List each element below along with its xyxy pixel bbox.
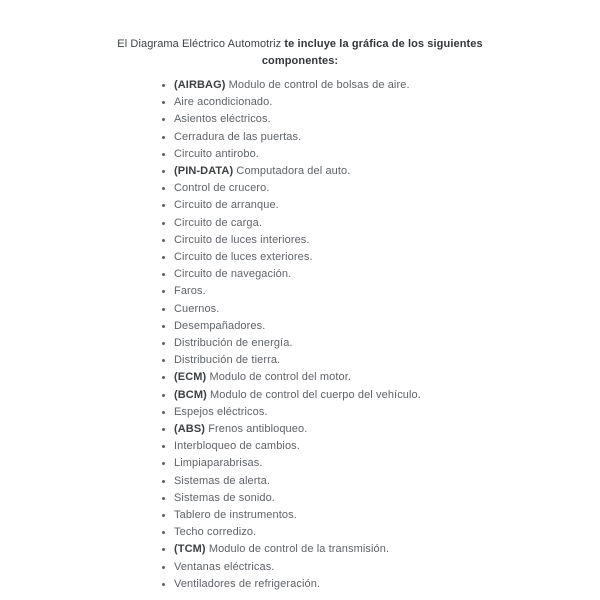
list-item <box>174 404 600 421</box>
list-item <box>174 232 600 249</box>
list-item <box>174 352 600 369</box>
list-item-text: Modulo de control de la transmisión. <box>208 543 390 556</box>
list-item-acronym: (BCM) <box>174 388 207 401</box>
page-title <box>114 36 486 70</box>
list-item-acronym: (AIRBAG) <box>174 79 226 91</box>
list-item <box>174 215 600 232</box>
list-item-text: Frenos antibloqueo. <box>208 423 308 436</box>
list-item <box>174 283 600 300</box>
list-item <box>174 318 600 335</box>
list-item <box>174 129 600 146</box>
list-item <box>174 266 600 283</box>
list-item <box>174 163 600 180</box>
list-item-text: Cuernos. <box>174 302 220 315</box>
list-item-text: Distribución de energía. <box>174 337 293 350</box>
list-item-text: Circuito antirobo. <box>174 147 259 160</box>
list-item-acronym: (ABS) <box>174 423 206 436</box>
list-item-acronym: (TCM) <box>174 543 206 556</box>
list-item-text: Espejos eléctricos. <box>174 405 268 418</box>
list-item <box>174 541 600 558</box>
list-item-text: Tablero de instrumentos. <box>174 509 297 522</box>
list-item <box>174 249 600 266</box>
list-item <box>174 180 600 197</box>
list-item <box>174 438 600 455</box>
list-item-text: Desempañadores. <box>174 319 266 332</box>
list-item-text: Circuito de luces exteriores. <box>174 251 313 264</box>
list-item <box>174 301 600 318</box>
list-item <box>174 524 600 541</box>
list-item <box>174 421 600 438</box>
list-item-text: Aire acondicionado. <box>174 96 273 109</box>
list-item <box>174 473 600 490</box>
list-item <box>174 387 600 404</box>
list-item <box>174 559 600 576</box>
list-item-text: Ventiladores de refrigeración. <box>174 577 321 590</box>
list-item-text: Interbloqueo de cambios. <box>174 440 300 453</box>
list-item-text: Sistemas de sonido. <box>174 491 275 504</box>
list-item-text: Distribución de tierra. <box>174 354 281 367</box>
list-item <box>174 77 600 94</box>
list-item <box>174 94 600 111</box>
list-item-text: Limpiaparabrisas. <box>174 457 263 470</box>
list-item <box>174 111 600 128</box>
list-item-text: Modulo de control del motor. <box>209 371 352 384</box>
list-item-text: Modulo de control de bolsas de aire. <box>228 79 410 91</box>
list-item-text: Control de crucero. <box>174 182 270 195</box>
list-item-text: Ventanas eléctricas. <box>174 560 275 573</box>
list-item-text: Modulo de control del cuerpo del vehículo. <box>210 388 421 401</box>
list-item-text: Techo corredizo. <box>174 526 257 539</box>
list-item <box>174 369 600 386</box>
page-title-bold: te incluye la gráfica de los siguientes componentes: <box>261 38 483 67</box>
list-item-text: Circuito de arranque. <box>174 199 279 212</box>
list-item <box>174 455 600 472</box>
list-item <box>174 197 600 214</box>
list-item-text: Faros. <box>174 285 206 298</box>
components-list <box>0 77 600 593</box>
list-item-acronym: (PIN-DATA) <box>174 165 234 178</box>
list-item <box>174 335 600 352</box>
list-item <box>174 146 600 163</box>
list-item <box>174 576 600 593</box>
list-item-text: Computadora del auto. <box>236 165 351 178</box>
list-item-text: Asientos eléctricos. <box>174 113 271 126</box>
list-item-text: Sistemas de alerta. <box>174 474 271 487</box>
list-item-text: Circuito de luces interiores. <box>174 233 310 246</box>
page-title-regular: El Diagrama Eléctrico Automotriz <box>117 38 282 50</box>
list-item-acronym: (ECM) <box>174 371 207 384</box>
list-item-text: Cerradura de las puertas. <box>174 130 302 143</box>
list-item <box>174 490 600 507</box>
list-item <box>174 507 600 524</box>
list-item-text: Circuito de carga. <box>174 216 263 229</box>
list-item-text: Circuito de navegación. <box>174 268 292 281</box>
